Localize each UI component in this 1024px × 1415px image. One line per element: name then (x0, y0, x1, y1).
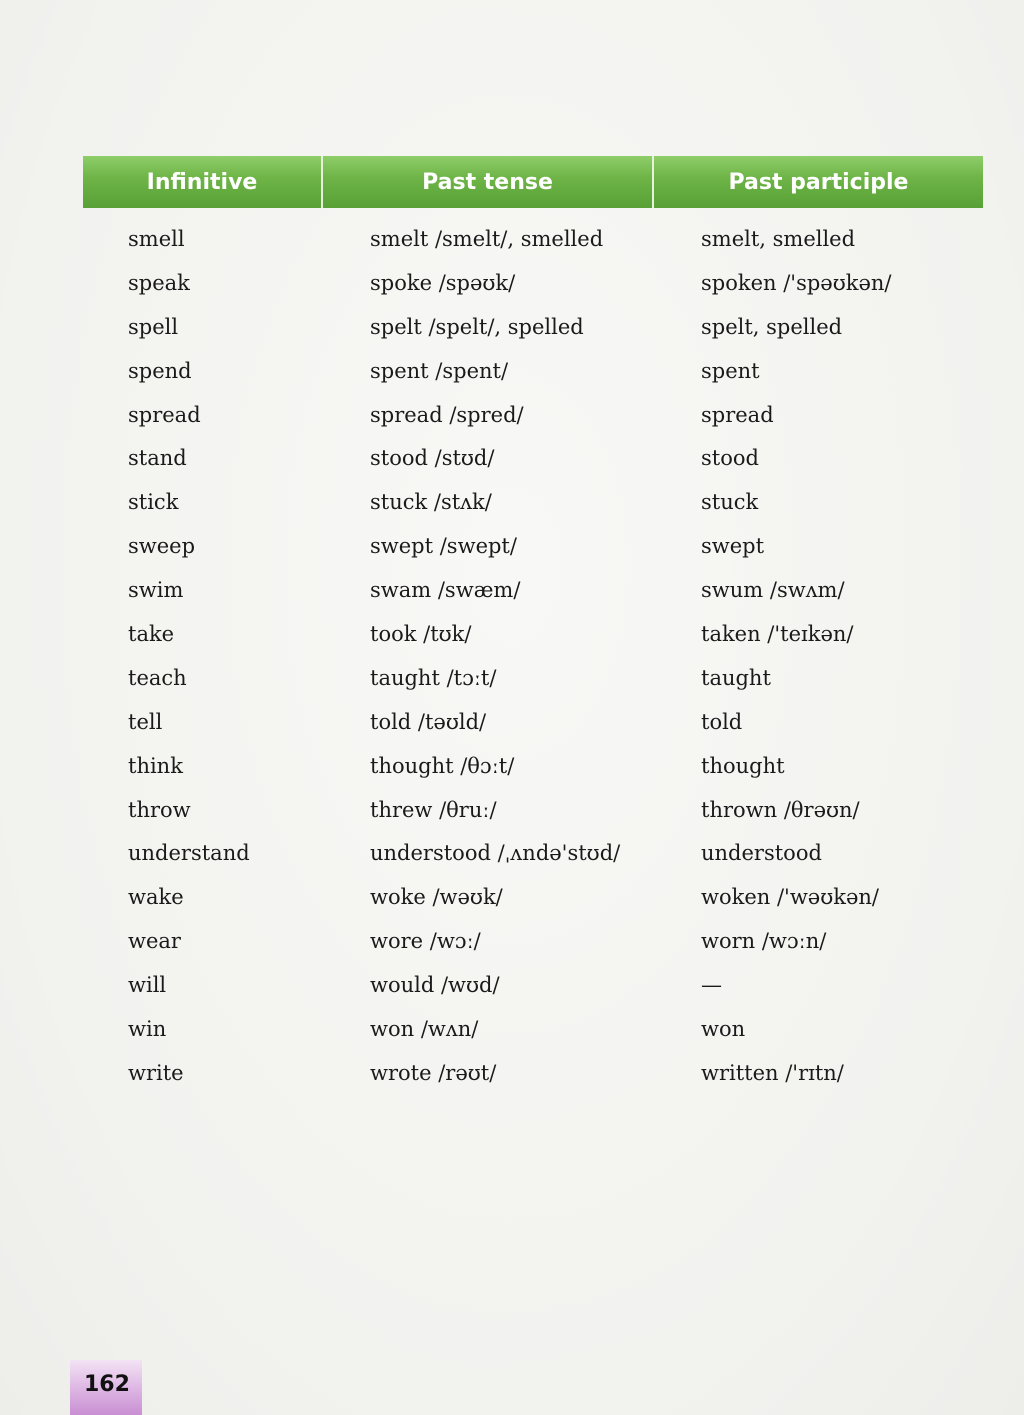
past-participle-cell: smelt, smelled (701, 227, 856, 251)
table-row (83, 620, 983, 664)
past-tense-cell: taught /tɔːt/ (370, 665, 497, 690)
header-infinitive: Infinitive (83, 156, 323, 208)
past-tense-cell: won /wʌn/ (370, 1017, 479, 1042)
past-tense-cell: stood /stʊd/ (370, 446, 495, 471)
infinitive-cell: teach (128, 665, 187, 690)
past-tense-cell: smelt /smelt/, smelled (370, 227, 604, 251)
table-row (83, 664, 983, 708)
past-participle-cell: taught (701, 665, 771, 690)
past-tense-cell: thought /θɔːt/ (370, 753, 515, 778)
infinitive-cell: sweep (128, 534, 196, 559)
past-tense-cell: spent /spent/ (370, 358, 509, 383)
infinitive-cell: spend (128, 358, 192, 383)
past-tense-cell: woke /wəʊk/ (370, 885, 503, 910)
infinitive-cell: smell (128, 227, 185, 251)
table-row (83, 444, 983, 488)
past-tense-cell: spelt /spelt/, spelled (370, 314, 584, 339)
past-participle-cell: woken /'wəʊkən/ (701, 885, 879, 910)
past-participle-cell: understood (701, 841, 822, 866)
infinitive-cell: spell (128, 314, 179, 339)
past-tense-cell: took /tʊk/ (370, 622, 472, 647)
past-participle-cell: — (701, 973, 722, 998)
table-row (83, 269, 983, 313)
infinitive-cell: write (128, 1060, 184, 1085)
table-row (83, 488, 983, 532)
past-tense-cell: spoke /spəʊk/ (370, 270, 516, 295)
past-participle-cell: thrown /θrəʊn/ (701, 797, 860, 822)
past-participle-cell: taken /'teɪkən/ (701, 622, 854, 647)
past-participle-cell: won (701, 1017, 746, 1042)
table-row (83, 1015, 983, 1059)
infinitive-cell: tell (128, 709, 163, 734)
past-tense-cell: stuck /stʌk/ (370, 490, 492, 515)
infinitive-cell: will (128, 973, 167, 998)
past-participle-cell: told (701, 709, 743, 734)
infinitive-cell: take (128, 622, 175, 647)
infinitive-cell: stick (128, 490, 179, 515)
infinitive-cell: win (128, 1017, 167, 1042)
past-participle-cell: stood (701, 446, 759, 471)
past-tense-cell: swam /swæm/ (370, 578, 521, 603)
past-tense-cell: swept /swept/ (370, 534, 517, 559)
infinitive-cell: speak (128, 270, 190, 295)
past-participle-cell: spelt, spelled (701, 314, 843, 339)
table-row (83, 357, 983, 401)
past-tense-cell: spread /spred/ (370, 402, 524, 427)
past-tense-cell: threw /θruː/ (370, 797, 497, 822)
past-participle-cell: spent (701, 358, 760, 383)
infinitive-cell: swim (128, 578, 184, 603)
past-participle-cell: spoken /'spəʊkən/ (701, 270, 892, 295)
past-tense-cell: wrote /rəʊt/ (370, 1060, 497, 1085)
table-row (83, 839, 983, 883)
header-past-participle: Past participle (654, 156, 983, 208)
infinitive-cell: wake (128, 885, 184, 910)
table-row (83, 225, 983, 269)
past-participle-cell: written /'rɪtn/ (701, 1060, 844, 1085)
past-participle-cell: swept (701, 534, 765, 559)
infinitive-cell: wear (128, 929, 181, 954)
page-number: 162 (84, 1372, 130, 1397)
infinitive-cell: spread (128, 402, 201, 427)
past-tense-cell: would /wʊd/ (370, 973, 500, 998)
infinitive-cell: think (128, 753, 183, 778)
past-participle-cell: thought (701, 753, 785, 778)
table-body (83, 208, 983, 1103)
table-row (83, 927, 983, 971)
table-header (83, 156, 983, 208)
table-row (83, 401, 983, 445)
header-past-tense: Past tense (323, 156, 654, 208)
past-tense-cell: wore /wɔː/ (370, 929, 481, 954)
infinitive-cell: throw (128, 797, 191, 822)
table-row (83, 532, 983, 576)
past-participle-cell: swum /swʌm/ (701, 578, 845, 603)
table-row (83, 1059, 983, 1103)
table-row (83, 971, 983, 1015)
past-tense-cell: told /təʊld/ (370, 709, 487, 734)
past-tense-cell: understood /ˌʌndə'stʊd/ (370, 841, 621, 866)
table-row (83, 313, 983, 357)
past-participle-cell: stuck (701, 490, 759, 515)
past-participle-cell: spread (701, 402, 774, 427)
table-row (83, 883, 983, 927)
table-row (83, 708, 983, 752)
table-row (83, 796, 983, 840)
past-participle-cell: worn /wɔːn/ (701, 929, 827, 954)
table-row (83, 752, 983, 796)
infinitive-cell: stand (128, 446, 187, 471)
irregular-verbs-table (83, 156, 983, 1103)
table-row (83, 576, 983, 620)
infinitive-cell: understand (128, 841, 250, 866)
